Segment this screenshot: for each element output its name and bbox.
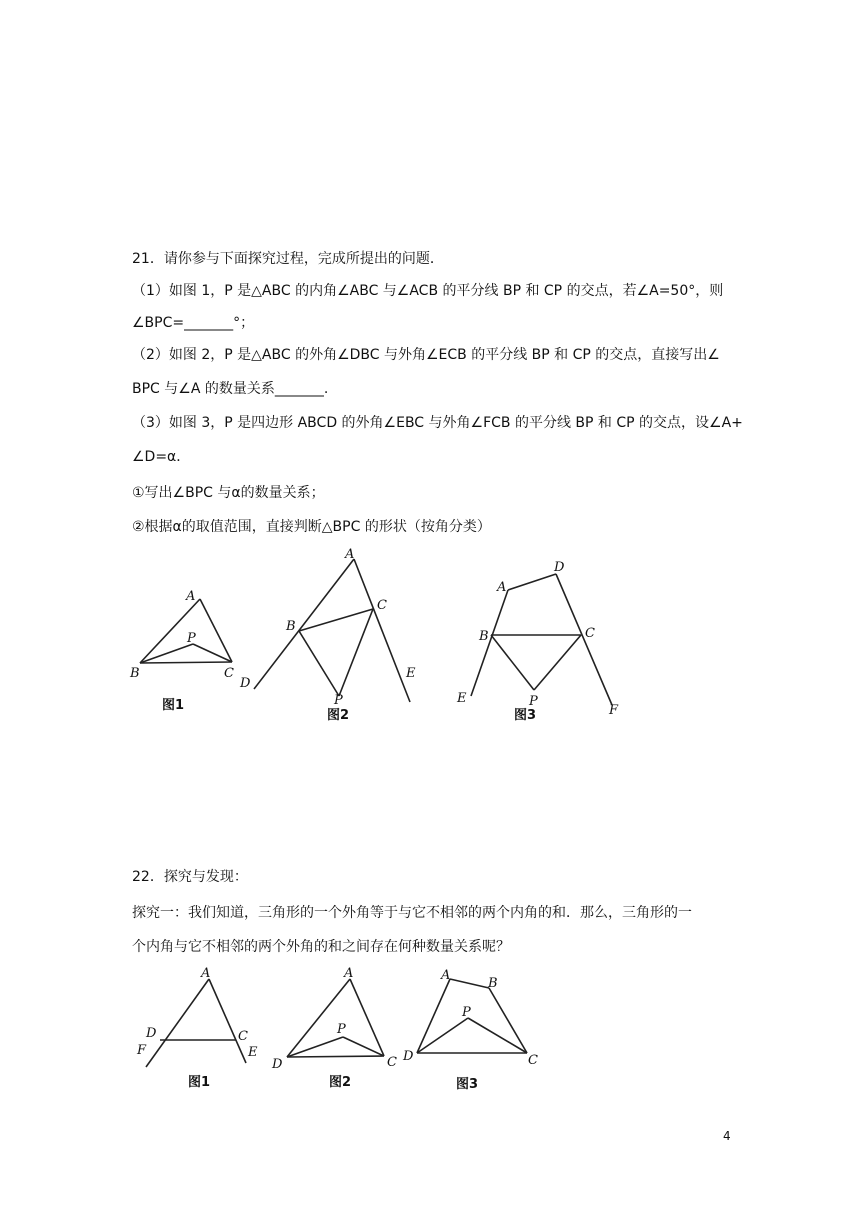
side-AB (450, 979, 489, 988)
side-AD (508, 574, 556, 590)
side-BC (299, 609, 373, 631)
q21-part3-item1: ①写出∠BPC 与α的数量关系； (132, 485, 325, 501)
figure-caption: 图3 (456, 1077, 479, 1092)
line-AE (471, 590, 508, 696)
label-A: A (497, 580, 507, 595)
q21-title: 21．请你参与下面探究过程，完成所提出的问题． (132, 251, 444, 267)
figure-caption: 图2 (327, 708, 350, 723)
side-BC (489, 988, 527, 1053)
label-C: C (377, 598, 387, 613)
line-AF (146, 979, 209, 1067)
label-F: F (137, 1043, 147, 1058)
line-AE (354, 559, 410, 702)
label-B: B (488, 976, 498, 991)
figure-caption: 图1 (162, 698, 185, 713)
line-AE (209, 979, 246, 1063)
label-P: P (529, 694, 538, 709)
label-A: A (344, 966, 354, 981)
segment-BP (491, 635, 534, 690)
label-A: A (186, 589, 196, 604)
line-DA (254, 559, 354, 689)
q22-figure-2 (268, 963, 403, 1093)
q21-part3-line1: （3）如图 3，P 是四边形 ABCD 的外角∠EBC 与外角∠FCB 的平分线 BP 和 CP 的交点，设∠A+ (132, 415, 743, 431)
label-D: D (554, 560, 565, 575)
label-B: B (286, 619, 296, 634)
label-B: B (130, 666, 140, 681)
label-E: E (406, 666, 416, 681)
label-C: C (387, 1055, 397, 1070)
label-E: E (248, 1045, 258, 1060)
q22-figure-3 (400, 963, 550, 1093)
label-C: C (238, 1029, 248, 1044)
label-P: P (337, 1022, 346, 1037)
page-number: 4 (723, 1129, 731, 1143)
label-P: P (462, 1005, 471, 1020)
figure-caption: 图3 (514, 708, 537, 723)
segment-CP (534, 635, 581, 690)
label-A: A (345, 547, 355, 562)
label-A: A (201, 966, 211, 981)
q21-figure-2 (238, 545, 418, 725)
side-DC (287, 1056, 384, 1057)
label-C: C (224, 666, 234, 681)
label-D: D (240, 676, 251, 691)
q22-figure-1 (128, 963, 268, 1093)
label-C: C (585, 626, 595, 641)
segment-CP (343, 1037, 384, 1056)
segment-BP (299, 631, 339, 696)
side-AC (350, 979, 384, 1056)
label-D: D (272, 1057, 283, 1072)
label-C: C (528, 1053, 538, 1068)
label-A: A (441, 968, 451, 983)
q22-exploration1-line2: 个内角与它不相邻的两个外角的和之间存在何种数量关系呢？ (132, 939, 510, 955)
label-P: P (334, 693, 343, 708)
q21-part3-item2: ②根据α的取值范围，直接判断△BPC 的形状（按角分类） (132, 519, 491, 535)
q21-part1-line1: （1）如图 1，P 是△ABC 的内角∠ABC 与∠ACB 的平分线 BP 和 CP 的交点，若∠A=50°，则 (132, 283, 724, 299)
q21-part3-line2: ∠D=α． (132, 449, 191, 465)
label-D: D (403, 1049, 414, 1064)
side-BC (140, 662, 232, 663)
segment-CP (193, 644, 232, 662)
side-AC (200, 599, 232, 662)
line-DF (556, 574, 612, 705)
label-D: D (146, 1026, 157, 1041)
q21-part1-line2: ∠BPC=_______°； (132, 315, 255, 331)
q21-figure-3 (453, 553, 623, 723)
q22-title: 22．探究与发现： (132, 869, 248, 885)
figure-caption: 图1 (188, 1075, 211, 1090)
label-E: E (457, 691, 467, 706)
q21-part2-line2: BPC 与∠A 的数量关系_______. (132, 381, 329, 397)
figure-caption: 图2 (329, 1075, 352, 1090)
segment-CP (468, 1018, 527, 1053)
segment-CP (339, 609, 373, 696)
label-B: B (479, 629, 489, 644)
label-P: P (187, 631, 196, 646)
q22-exploration1-line1: 探究一：我们知道，三角形的一个外角等于与它不相邻的两个内角的和．那么，三角形的一 (132, 905, 692, 921)
q21-figure-1 (128, 585, 248, 720)
q21-part2-line1: （2）如图 2，P 是△ABC 的外角∠DBC 与外角∠ECB 的平分线 BP 和 CP 的交点，直接写出∠ (132, 347, 720, 363)
label-F: F (609, 703, 619, 718)
